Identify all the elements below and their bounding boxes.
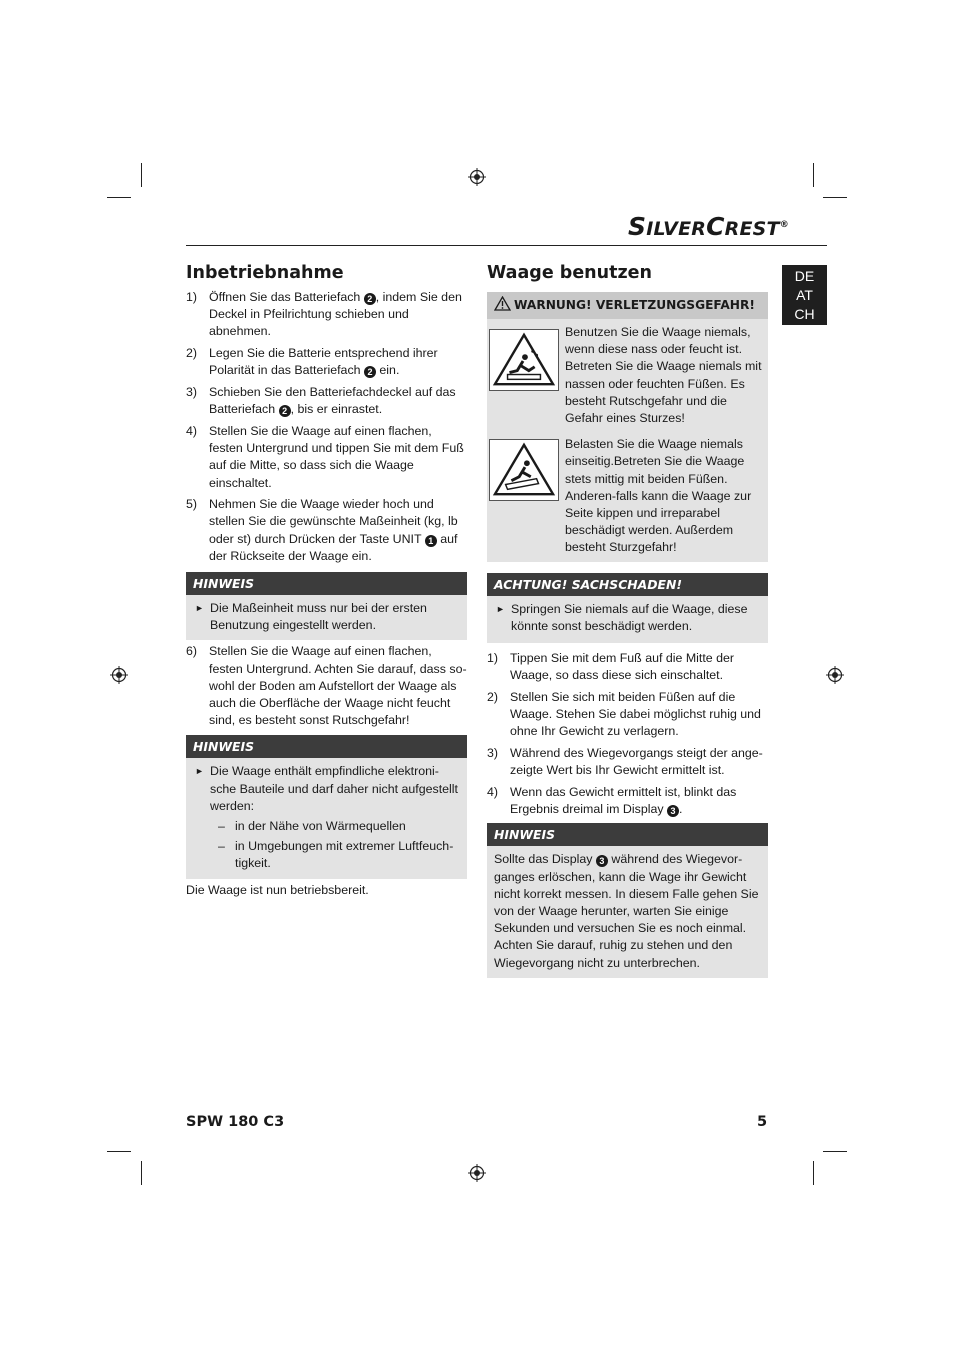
step-item xyxy=(487,650,768,684)
step-item xyxy=(186,496,467,565)
step-number: 2) xyxy=(186,346,198,361)
step-item xyxy=(186,384,467,418)
list-item: ► Die Maßeinheit muss nur bei der ersten Benutzung eingestellt werden. xyxy=(195,601,427,633)
usage-steps xyxy=(487,650,768,818)
part-number-badge: 3 xyxy=(667,805,679,817)
tipping-hazard-icon xyxy=(489,439,559,501)
step-number: 1) xyxy=(186,290,198,304)
part-number-badge: 1 xyxy=(425,535,437,547)
step-text: Während des Wiegevorgangs steigt der ange-zeigte Wert bis Ihr Gewicht ermittelt ist. xyxy=(510,746,763,778)
setup-steps xyxy=(186,289,467,565)
step-text: Öffnen Sie das Batteriefach xyxy=(209,290,364,304)
step-text: Sollte das Display xyxy=(494,852,596,867)
note-box xyxy=(186,735,467,878)
note-title: HINWEIS xyxy=(186,572,467,595)
crop-mark xyxy=(823,1151,847,1152)
part-number-badge: 2 xyxy=(279,405,291,417)
closing-text: Die Waage ist nun betriebsbereit. xyxy=(186,882,369,897)
step-text: Wenn das Gewicht ermittelt ist, blinkt das Ergebnis dreimal im Display xyxy=(510,784,737,817)
list-item: – in Umgebungen mit extremer Luftfeuch-tigkeit. xyxy=(218,839,454,871)
part-number-badge: 2 xyxy=(364,293,376,305)
step-item xyxy=(487,689,768,741)
note-box xyxy=(186,572,467,640)
step-number: 3) xyxy=(186,385,198,400)
language-code: DE xyxy=(794,268,815,284)
left-column xyxy=(186,289,467,899)
step-number: 3) xyxy=(487,746,499,761)
step-number: 1) xyxy=(487,651,499,666)
step-text: Nehmen Sie die Waage wieder hoch und stellen Sie die gewünschte Maßeinheit (kg, lb oder st) durch Drücken der Taste UNIT xyxy=(209,497,458,546)
warning-text: Benutzen Sie die Waage niemals, wenn diese nass oder feucht ist. Betreten Sie die Waage niemals mit nassen oder feuchten Füßen. Es besteht Rutschgefahr und die Gefahr eines Sturzes! xyxy=(565,325,762,426)
step-text: während des Wiegevor-ganges erlöschen, kann die Wage ihr Gewicht nicht korrekt messen. In diesem Falle gehen Sie von der Waage herunter, warten Sie einige Sekunden und versuchen Sie es noch einmal. Achten Sie darauf, ruhig zu stehen und den Wiegevorgang nicht zu unterbrechen. xyxy=(494,852,759,970)
note-title: HINWEIS xyxy=(186,735,467,758)
registration-mark-icon xyxy=(468,1164,486,1182)
registration-mark-icon xyxy=(468,168,486,186)
step-text: . xyxy=(679,802,683,817)
language-tab xyxy=(782,265,827,325)
note-title: HINWEIS xyxy=(487,823,768,846)
list-item: ► Springen Sie niemals auf die Waage, diese könnte sonst beschädigt werden. xyxy=(496,601,748,633)
note-box xyxy=(487,823,768,977)
crop-mark xyxy=(813,163,814,187)
step-number: 4) xyxy=(186,423,198,438)
model-number: SPW 180 C3 xyxy=(186,1114,285,1130)
right-column xyxy=(487,292,768,978)
language-code: CH xyxy=(794,306,815,322)
arrow-bullet-icon: ► xyxy=(496,603,505,614)
crop-mark xyxy=(823,197,847,198)
list-item: – in der Nähe von Wärmequellen xyxy=(218,819,406,834)
step-number: 2) xyxy=(487,689,499,704)
step-item xyxy=(186,423,467,492)
step-text: Stellen Sie sich mit beiden Füßen auf die Waage. Stehen Sie dabei möglichst ruhig und ohne Ihr Gewicht zu verlagern. xyxy=(510,689,761,739)
step-text: Stellen Sie die Waage auf einen flachen, festen Untergrund und tippen Sie mit dem Fuß auf die Mitte, so dass sich die Waage einschaltet. xyxy=(209,423,464,490)
crop-mark xyxy=(813,1161,814,1185)
note-text xyxy=(487,846,768,977)
step-text: , indem Sie den Deckel in Pfeilrichtung schieben und abnehmen. xyxy=(209,290,462,339)
crop-mark xyxy=(141,163,142,187)
step-item xyxy=(186,345,467,379)
part-number-badge: 2 xyxy=(364,366,376,378)
crop-mark xyxy=(141,1161,142,1185)
caution-box xyxy=(487,573,768,643)
step-text: ein. xyxy=(375,363,400,378)
step-item xyxy=(487,784,768,818)
part-number-badge: 3 xyxy=(596,855,608,867)
step-item xyxy=(186,289,467,341)
language-code: AT xyxy=(796,287,813,303)
registration-mark-icon xyxy=(110,666,128,684)
arrow-bullet-icon: ► xyxy=(195,766,204,777)
header-rule xyxy=(186,245,827,246)
list-item: ► Die Waage enthält empfindliche elektroni-sche Bauteile und darf daher nicht aufgestellt werden: xyxy=(195,764,458,813)
slip-hazard-icon xyxy=(489,329,559,391)
step-text: Schieben Sie den Batteriefachdeckel auf das Batteriefach xyxy=(209,385,456,417)
warning-title: WARNUNG! VERLETZUNGSGEFAHR! xyxy=(487,292,768,319)
arrow-bullet-icon: ► xyxy=(195,603,204,614)
step-item xyxy=(487,745,768,779)
page-number: 5 xyxy=(757,1114,768,1130)
step-number: 4) xyxy=(487,784,499,799)
warning-box xyxy=(487,292,768,562)
warning-triangle-icon xyxy=(494,296,511,311)
warning-text: Belasten Sie die Waage niemals einseitig.Betreten Sie die Waage stets mittig mit beiden Füßen. Anderen-falls kann die Waage zur Seite kippen und irreparabel beschädigt werden. Außerdem besteht Sturzgefahr! xyxy=(565,437,752,555)
brand-logo: SILVERCREST® xyxy=(628,212,789,241)
registration-mark-icon xyxy=(826,666,844,684)
step-text: Legen Sie die Batterie entsprechend ihrer Polarität in das Batteriefach xyxy=(209,346,438,378)
step-text: auf der Rückseite der Waage ein. xyxy=(209,531,458,563)
section-heading-inbetriebnahme: Inbetriebnahme xyxy=(186,263,344,283)
crop-mark xyxy=(107,1151,131,1152)
caution-title: ACHTUNG! SACHSCHADEN! xyxy=(487,573,768,596)
setup-step: 6) Stellen Sie die Waage auf einen flachen, festen Untergrund. Achten Sie darauf, dass so-wohl der Boden am Aufstellort der Waage als auch die Oberfläche der Waage nicht feucht sind, es besteht sonst Rutschgefahr! xyxy=(186,644,467,728)
section-heading-waage-benutzen: Waage benutzen xyxy=(487,263,652,283)
step-text: , bis er einrastet. xyxy=(290,402,383,417)
step-text: Tippen Sie mit dem Fuß auf die Mitte der Waage, so dass diese sich einschaltet. xyxy=(510,651,735,683)
crop-mark xyxy=(107,197,131,198)
step-number: 5) xyxy=(186,497,198,512)
